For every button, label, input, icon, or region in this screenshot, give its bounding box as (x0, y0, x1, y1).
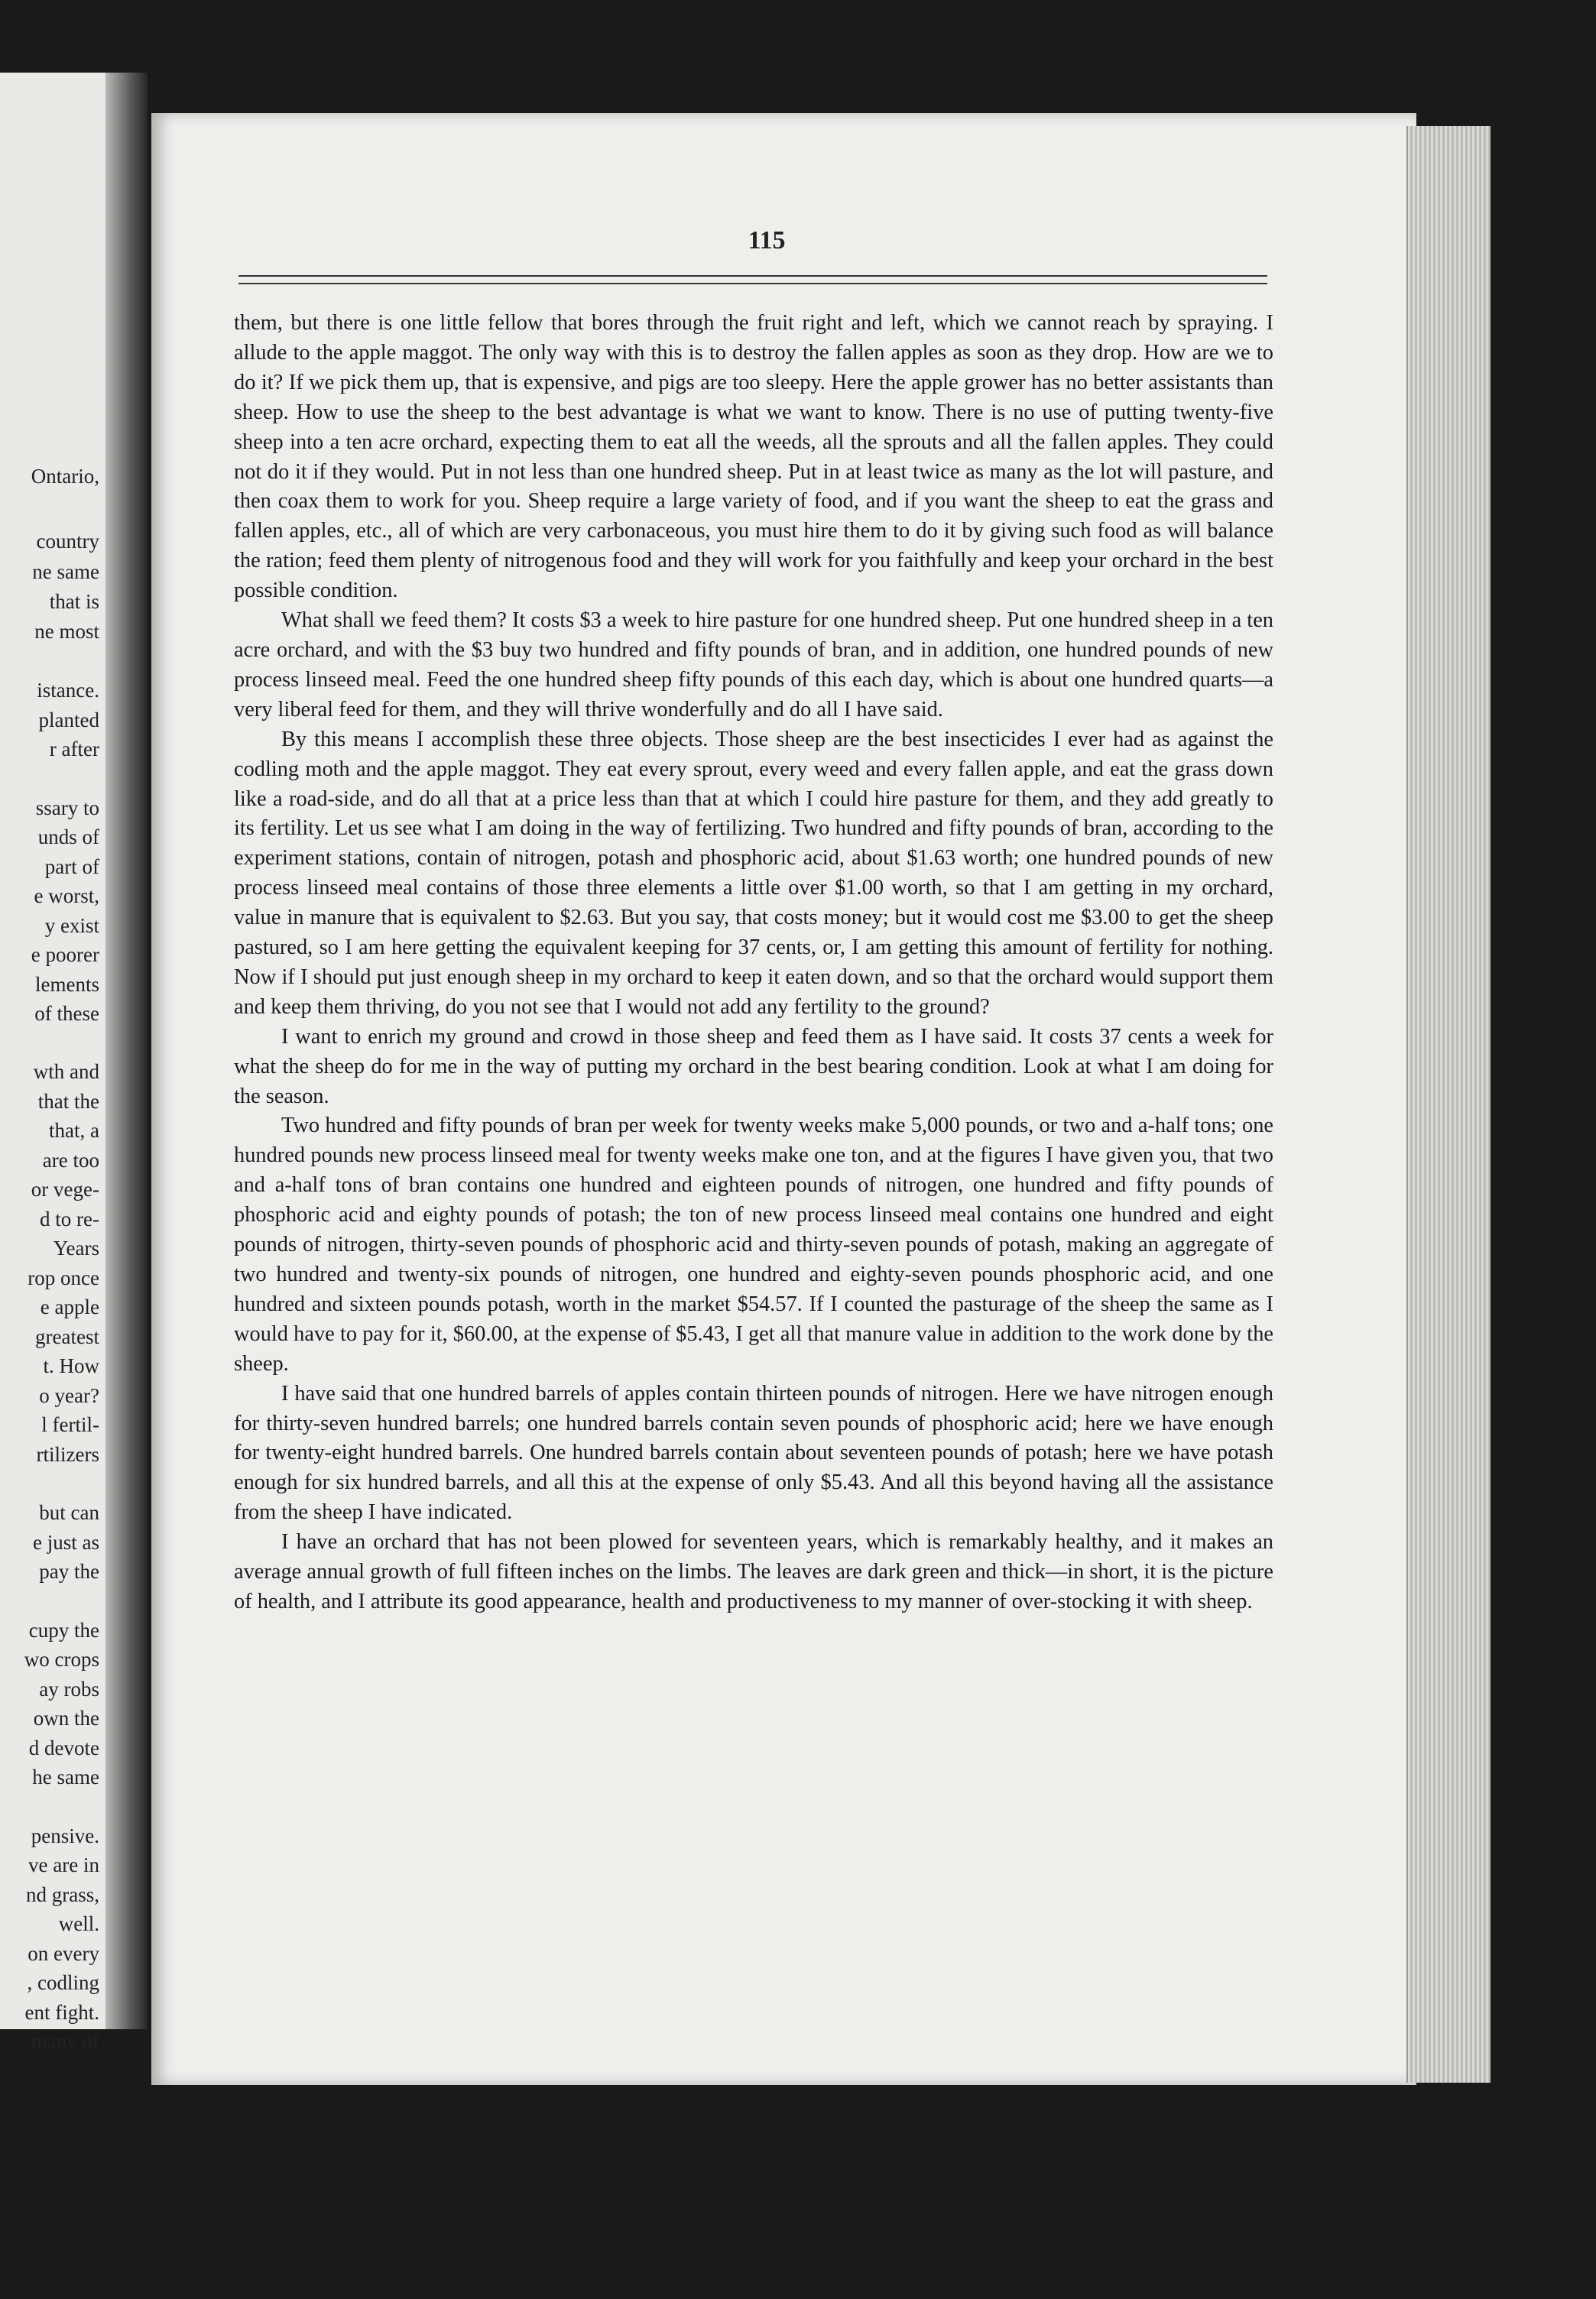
left-page-line: or vege- (31, 1178, 99, 1201)
book-gutter (105, 73, 148, 2029)
left-page-line: part of (44, 855, 99, 878)
left-page-line: Ontario, (31, 465, 99, 488)
paragraph: I want to enrich my ground and crowd in those sheep and feed them as I have said. It costs 37 cents a week for what the sheep do for me in the way of putting my orchard in the best bearing condition. Look at what I am doing for the season. (234, 1024, 1273, 1108)
left-page-line: r after (49, 738, 99, 760)
paragraph: I have an orchard that has not been plowed for seventeen years, which is remarkably healthy, and it makes an average annual growth of full fifteen inches on the limbs. The leaves are dark green and thick—in short, it is the picture of health, and I attribute its good appearance, health and productiveness to my manner of over-stocking it with sheep. (234, 1530, 1273, 1613)
left-page-line: e apple (40, 1295, 99, 1318)
left-page-line: own the (33, 1707, 99, 1730)
left-page-line: e just as (33, 1531, 99, 1554)
left-page-line: d to re- (40, 1208, 99, 1231)
left-page-line: o year? (39, 1384, 99, 1407)
left-page-line: ay robs (39, 1678, 99, 1701)
left-page-line: wo crops (24, 1648, 99, 1671)
left-page-line: e worst, (34, 884, 99, 907)
left-page-line: d devote (28, 1736, 99, 1759)
left-page-line: many of (31, 2030, 99, 2053)
page-number: 115 (748, 226, 786, 255)
left-page-line: istance. (37, 679, 99, 702)
left-page-line: on every (28, 1942, 99, 1965)
left-page-line: wth and (33, 1060, 99, 1083)
paragraph: By this means I accomplish these three objects. Those sheep are the best insecticides I ever had as against the codling moth and the apple maggot. They eat every sprout, every weed and every fallen apple, and eat the grass down like a road-side, and do all that at a price less than that at which I could hire pasture for them, and they add greatly to its fertility. Let us see what I am doing in the way of fertilizing. Two hundred and fifty pounds of bran, according to the experiment stations, contain of nitrogen, potash and phosphoric acid, about $1.63 worth; one hundred pounds of new process linseed meal contains of those three elements a little over $1.00 worth, so that I am getting in my orchard, value in manure that is equivalent to $2.63. But you say, that costs money; but it would cost me $3.00 to get the sheep pastured, so I am here getting the equivalent keeping for 37 cents, or, I am getting this amount of fertility for nothing. Now if I should put just enough sheep in my orchard to keep it eaten down, and so that the orchard would support them and keep them thriving, do you not see that I would not add any fertility to the ground? (234, 727, 1273, 1019)
previous-page-fragment (0, 73, 105, 2053)
left-page-line: that, a (49, 1119, 99, 1142)
left-page-line: , codling (27, 1971, 99, 1994)
left-page-line: ssary to (35, 796, 99, 819)
left-page-line: ne most (34, 620, 99, 643)
paragraph: them, but there is one little fellow that bores through the fruit right and left, which we cannot reach by spraying. I allude to the apple maggot. The only way with this is to destroy the fallen apples as soon as they drop. How are we to do it? If we pick them up, that is expensive, and pigs are too sleepy. Here the apple grower has no better assistants than sheep. How to use the sheep to the best advantage is what we want to know. There is no use of putting twenty-five sheep into a ten acre orchard, expecting them to eat all the weeds, all the sprouts and all the fallen apples. They could not do it if they would. Put in not less than one hundred sheep. Put in at least twice as many as the lot will pasture, and then coax them to work for you. Sheep require a large variety of food, and if you want the sheep to eat the grass and fallen apples, etc., all of which are very carbonaceous, you must hire them to do it by giving such food as will balance the ration; feed them plenty of nitrogenous food and they will work for you faithfully and keep your orchard in the best possible condition. (234, 311, 1273, 603)
left-page-line: unds of (37, 825, 99, 848)
left-page-line: rop once (28, 1266, 99, 1289)
left-page-line: that is (49, 590, 99, 613)
left-page-line: but can (39, 1501, 99, 1524)
paragraph: What shall we feed them? It costs $3 a week to hire pasture for one hundred sheep. Put one hundred sheep in a ten acre orchard, and with the $3 buy two hundred and fifty pounds of bran, and in addition, one hundred pounds of new process linseed meal. Feed the one hundred sheep fifty pounds of this each day, which is about one hundred quarts—a very liberal feed for them, and they will thrive wonderfully and do all I have said. (234, 608, 1273, 721)
left-page-line: he same (32, 1766, 99, 1788)
left-page-line: pensive. (31, 1824, 99, 1847)
left-page-line: e poorer (31, 943, 99, 966)
left-page-line: ent fight. (24, 2001, 99, 2024)
paragraph: I have said that one hundred barrels of apples contain thirteen pounds of nitrogen. Here we have nitrogen enough for thirty-seven hundred barrels; one hundred barrels contain seven pounds of phosphoric acid; here we have enough for twenty-eight hundred barrels. One hundred barrels contain about seventeen pounds of potash; here we have potash enough for six hundred barrels, and all this at the expense of only $5.43. And all this beyond having all the assistance from the sheep I have indicated. (234, 1381, 1273, 1525)
left-page-line: y exist (44, 914, 99, 937)
left-page-line: rtilizers (36, 1443, 99, 1466)
left-page-line: country (36, 530, 99, 553)
page-stack-edge (1406, 126, 1491, 2083)
left-page-line: planted (38, 709, 99, 731)
left-page-line: ve are in (28, 1853, 99, 1876)
left-page-line: t. How (43, 1354, 99, 1377)
left-page-line: of these (34, 1002, 99, 1025)
left-page-line: pay the (39, 1560, 99, 1583)
paragraph: Two hundred and fifty pounds of bran per week for twenty weeks make 5,000 pounds, or two and a-half tons; one hundred pounds new process linseed meal for twenty weeks make one ton, and at the figures I have given you, that two and a-half tons of bran contains one hundred and eighteen pounds of nitrogen, one hundred and fifty pounds of phosphoric acid and eighty pounds of potash; the ton of new process linseed meal contains one hundred and eight pounds of nitrogen, thirty-seven pounds of phosphoric acid and thirty-seven pounds of potash, making an aggregate of two hundred and twenty-six pounds of nitrogen, one hundred and eighty-seven pounds phosphoric acid, and one hundred and sixteen pounds potash, worth in the market $54.57. If I counted the pasturage of the sheep the same as I would have to pay for it, $60.00, at the expense of $5.43, I get all that manure value in addition to the work done by the sheep. (234, 1114, 1273, 1376)
left-page-line: are too (42, 1149, 99, 1172)
left-page-line: ne same (32, 560, 99, 583)
page-body (234, 309, 1273, 1617)
left-page-line: lements (35, 973, 99, 996)
left-page-line: nd grass, (26, 1883, 99, 1906)
left-page-line: that the (37, 1090, 99, 1113)
left-page-line: cupy the (28, 1619, 99, 1642)
left-page-line: well. (58, 1912, 99, 1935)
header-double-rule (238, 275, 1267, 284)
left-page-line: greatest (35, 1325, 99, 1348)
left-page-line: Years (53, 1237, 99, 1260)
left-page-line: l fertil- (41, 1413, 99, 1436)
